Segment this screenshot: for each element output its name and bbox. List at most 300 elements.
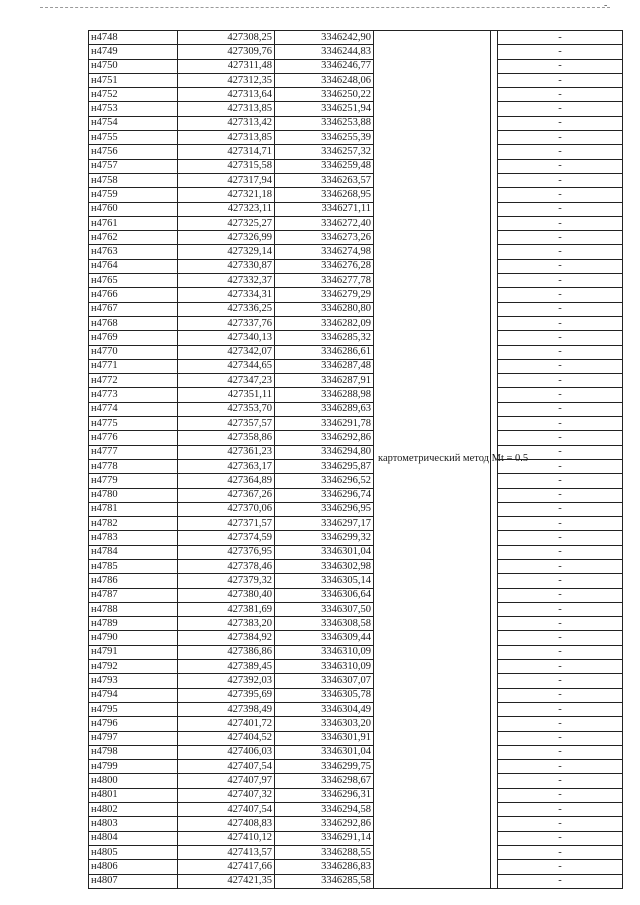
table-row	[89, 517, 623, 531]
y-coordinate-cell: 3346303,20	[275, 717, 374, 731]
x-coordinate-cell: 427314,71	[178, 145, 275, 159]
x-coordinate-cell: 427404,52	[178, 731, 275, 745]
table-row	[89, 316, 623, 330]
table-row	[89, 359, 623, 373]
y-coordinate-cell: 3346242,90	[275, 31, 374, 45]
y-coordinate-cell: 3346310,09	[275, 660, 374, 674]
point-name-cell: н4795	[89, 702, 178, 716]
x-coordinate-cell: 427330,87	[178, 259, 275, 273]
point-name-cell: н4751	[89, 73, 178, 87]
accuracy-cell: -	[498, 845, 623, 859]
table-row	[89, 688, 623, 702]
table-row	[89, 31, 623, 45]
accuracy-cell: -	[498, 645, 623, 659]
y-coordinate-cell: 3346246,77	[275, 59, 374, 73]
point-name-cell: н4764	[89, 259, 178, 273]
y-coordinate-cell: 3346301,04	[275, 545, 374, 559]
point-name-cell: н4775	[89, 417, 178, 431]
y-coordinate-cell: 3346297,17	[275, 517, 374, 531]
table-row	[89, 774, 623, 788]
point-name-cell: н4788	[89, 602, 178, 616]
y-coordinate-cell: 3346296,95	[275, 502, 374, 516]
x-coordinate-cell: 427384,92	[178, 631, 275, 645]
y-coordinate-cell: 3346299,32	[275, 531, 374, 545]
table-row	[89, 502, 623, 516]
x-coordinate-cell: 427313,64	[178, 88, 275, 102]
x-coordinate-cell: 427326,99	[178, 231, 275, 245]
x-coordinate-cell: 427410,12	[178, 831, 275, 845]
table-row	[89, 374, 623, 388]
point-name-cell: н4785	[89, 559, 178, 573]
point-name-cell: н4804	[89, 831, 178, 845]
table-row	[89, 459, 623, 473]
accuracy-cell: -	[498, 274, 623, 288]
y-coordinate-cell: 3346308,58	[275, 617, 374, 631]
accuracy-cell: -	[498, 474, 623, 488]
accuracy-cell: -	[498, 73, 623, 87]
accuracy-cell: -	[498, 702, 623, 716]
accuracy-cell: -	[498, 388, 623, 402]
point-name-cell: н4801	[89, 788, 178, 802]
point-name-cell: н4755	[89, 131, 178, 145]
accuracy-cell: -	[498, 345, 623, 359]
table-row	[89, 202, 623, 216]
y-coordinate-cell: 3346296,31	[275, 788, 374, 802]
y-coordinate-cell: 3346273,26	[275, 231, 374, 245]
x-coordinate-cell: 427323,11	[178, 202, 275, 216]
accuracy-cell: -	[498, 731, 623, 745]
table-row	[89, 617, 623, 631]
method-cell	[374, 31, 529, 889]
table-row	[89, 331, 623, 345]
accuracy-cell: -	[498, 531, 623, 545]
point-name-cell: н4771	[89, 359, 178, 373]
y-coordinate-cell: 3346255,39	[275, 131, 374, 145]
table-row	[89, 116, 623, 130]
accuracy-cell: -	[498, 559, 623, 573]
accuracy-cell: -	[498, 331, 623, 345]
accuracy-cell: -	[498, 760, 623, 774]
y-coordinate-cell: 3346279,29	[275, 288, 374, 302]
table-row	[89, 245, 623, 259]
y-coordinate-cell: 3346301,91	[275, 731, 374, 745]
table-row	[89, 788, 623, 802]
y-coordinate-cell: 3346306,64	[275, 588, 374, 602]
table-row	[89, 760, 623, 774]
accuracy-cell: -	[498, 745, 623, 759]
table-row	[89, 745, 623, 759]
x-coordinate-cell: 427395,69	[178, 688, 275, 702]
y-coordinate-cell: 3346268,95	[275, 188, 374, 202]
table-row	[89, 860, 623, 874]
accuracy-cell: -	[498, 717, 623, 731]
y-coordinate-cell: 3346286,83	[275, 860, 374, 874]
y-coordinate-cell: 3346274,98	[275, 245, 374, 259]
accuracy-cell: -	[498, 359, 623, 373]
x-coordinate-cell: 427340,13	[178, 331, 275, 345]
point-name-cell: н4768	[89, 316, 178, 330]
x-coordinate-cell: 427363,17	[178, 459, 275, 473]
table-row	[89, 288, 623, 302]
point-name-cell: н4807	[89, 874, 178, 888]
x-coordinate-cell: 427315,58	[178, 159, 275, 173]
point-name-cell: н4767	[89, 302, 178, 316]
table-row	[89, 674, 623, 688]
y-coordinate-cell: 3346291,14	[275, 831, 374, 845]
scan-top-edge	[40, 7, 610, 8]
accuracy-cell: -	[498, 374, 623, 388]
point-name-cell: н4786	[89, 574, 178, 588]
point-name-cell: н4750	[89, 59, 178, 73]
point-name-cell: н4794	[89, 688, 178, 702]
x-coordinate-cell: 427313,85	[178, 102, 275, 116]
x-coordinate-cell: 427353,70	[178, 402, 275, 416]
point-name-cell: н4797	[89, 731, 178, 745]
table-row	[89, 445, 623, 459]
x-coordinate-cell: 427417,66	[178, 860, 275, 874]
x-coordinate-cell: 427413,57	[178, 845, 275, 859]
table-row	[89, 817, 623, 831]
point-name-cell: н4748	[89, 31, 178, 45]
x-coordinate-cell: 427329,14	[178, 245, 275, 259]
y-coordinate-cell: 3346295,87	[275, 459, 374, 473]
table-row	[89, 216, 623, 230]
accuracy-cell: -	[498, 688, 623, 702]
point-name-cell: н4783	[89, 531, 178, 545]
table-row	[89, 602, 623, 616]
accuracy-cell: -	[498, 774, 623, 788]
accuracy-cell: -	[498, 45, 623, 59]
accuracy-cell: -	[498, 59, 623, 73]
table-row	[89, 131, 623, 145]
table-row	[89, 59, 623, 73]
x-coordinate-cell: 427370,06	[178, 502, 275, 516]
y-coordinate-cell: 3346253,88	[275, 116, 374, 130]
x-coordinate-cell: 427380,40	[178, 588, 275, 602]
accuracy-cell: -	[498, 231, 623, 245]
x-coordinate-cell: 427407,54	[178, 760, 275, 774]
table-row	[89, 488, 623, 502]
y-coordinate-cell: 3346294,80	[275, 445, 374, 459]
x-coordinate-cell: 427407,97	[178, 774, 275, 788]
point-name-cell: н4766	[89, 288, 178, 302]
point-name-cell: н4760	[89, 202, 178, 216]
x-coordinate-cell: 427374,59	[178, 531, 275, 545]
point-name-cell: н4800	[89, 774, 178, 788]
table-row	[89, 259, 623, 273]
x-coordinate-cell: 427378,46	[178, 559, 275, 573]
x-coordinate-cell: 427379,32	[178, 574, 275, 588]
accuracy-cell: -	[498, 159, 623, 173]
accuracy-cell: -	[498, 88, 623, 102]
table-row	[89, 188, 623, 202]
point-name-cell: н4759	[89, 188, 178, 202]
point-name-cell: н4790	[89, 631, 178, 645]
y-coordinate-cell: 3346307,50	[275, 602, 374, 616]
table-row	[89, 388, 623, 402]
table-row	[89, 145, 623, 159]
accuracy-cell: -	[498, 145, 623, 159]
x-coordinate-cell: 427421,35	[178, 874, 275, 888]
table-row	[89, 474, 623, 488]
point-name-cell: н4778	[89, 459, 178, 473]
y-coordinate-cell: 3346285,58	[275, 874, 374, 888]
table-row	[89, 345, 623, 359]
table-row	[89, 402, 623, 416]
x-coordinate-cell: 427364,89	[178, 474, 275, 488]
x-coordinate-cell: 427406,03	[178, 745, 275, 759]
table-row	[89, 574, 623, 588]
table-row	[89, 874, 623, 888]
point-name-cell: н4791	[89, 645, 178, 659]
point-name-cell: н4782	[89, 517, 178, 531]
x-coordinate-cell: 427312,35	[178, 73, 275, 87]
table-row	[89, 417, 623, 431]
accuracy-cell: -	[498, 617, 623, 631]
table-row	[89, 803, 623, 817]
accuracy-cell: -	[498, 674, 623, 688]
point-name-cell: н4792	[89, 660, 178, 674]
table-row	[89, 660, 623, 674]
y-coordinate-cell: 3346251,94	[275, 102, 374, 116]
y-coordinate-cell: 3346285,32	[275, 331, 374, 345]
point-name-cell: н4802	[89, 803, 178, 817]
x-coordinate-cell: 427321,18	[178, 188, 275, 202]
accuracy-cell: -	[498, 502, 623, 516]
point-name-cell: н4779	[89, 474, 178, 488]
x-coordinate-cell: 427334,31	[178, 288, 275, 302]
table-row	[89, 431, 623, 445]
y-coordinate-cell: 3346272,40	[275, 216, 374, 230]
y-coordinate-cell: 3346301,04	[275, 745, 374, 759]
point-name-cell: н4773	[89, 388, 178, 402]
point-name-cell: н4752	[89, 88, 178, 102]
point-name-cell: н4806	[89, 860, 178, 874]
table-row	[89, 631, 623, 645]
accuracy-cell: -	[498, 116, 623, 130]
point-name-cell: н4770	[89, 345, 178, 359]
point-name-cell: н4796	[89, 717, 178, 731]
point-name-cell: н4761	[89, 216, 178, 230]
x-coordinate-cell: 427367,26	[178, 488, 275, 502]
accuracy-cell: -	[498, 316, 623, 330]
y-coordinate-cell: 3346259,48	[275, 159, 374, 173]
accuracy-cell: -	[498, 216, 623, 230]
accuracy-cell: -	[498, 788, 623, 802]
x-coordinate-cell: 427376,95	[178, 545, 275, 559]
x-coordinate-cell: 427336,25	[178, 302, 275, 316]
table-row	[89, 231, 623, 245]
accuracy-cell: -	[498, 831, 623, 845]
table-row	[89, 717, 623, 731]
accuracy-cell: -	[498, 602, 623, 616]
accuracy-cell: -	[498, 31, 623, 45]
x-coordinate-cell: 427311,48	[178, 59, 275, 73]
point-name-cell: н4774	[89, 402, 178, 416]
table-row	[89, 173, 623, 187]
coordinates-table	[88, 30, 623, 889]
point-name-cell: н4781	[89, 502, 178, 516]
y-coordinate-cell: 3346305,14	[275, 574, 374, 588]
y-coordinate-cell: 3346248,06	[275, 73, 374, 87]
x-coordinate-cell: 427392,03	[178, 674, 275, 688]
x-coordinate-cell: 427313,42	[178, 116, 275, 130]
y-coordinate-cell: 3346287,91	[275, 374, 374, 388]
accuracy-cell: -	[498, 431, 623, 445]
y-coordinate-cell: 3346263,57	[275, 173, 374, 187]
point-name-cell: н4762	[89, 231, 178, 245]
point-name-cell: н4784	[89, 545, 178, 559]
accuracy-cell: -	[498, 803, 623, 817]
x-coordinate-cell: 427407,32	[178, 788, 275, 802]
coordinates-table-body	[89, 31, 623, 889]
x-coordinate-cell: 427407,54	[178, 803, 275, 817]
accuracy-cell: -	[498, 574, 623, 588]
y-coordinate-cell: 3346244,83	[275, 45, 374, 59]
x-coordinate-cell: 427308,25	[178, 31, 275, 45]
y-coordinate-cell: 3346287,48	[275, 359, 374, 373]
accuracy-cell: -	[498, 874, 623, 888]
accuracy-cell: -	[498, 817, 623, 831]
x-coordinate-cell: 427401,72	[178, 717, 275, 731]
point-name-cell: н4772	[89, 374, 178, 388]
accuracy-cell: -	[498, 417, 623, 431]
point-name-cell: н4769	[89, 331, 178, 345]
table-row	[89, 645, 623, 659]
x-coordinate-cell: 427325,27	[178, 216, 275, 230]
accuracy-cell: -	[498, 302, 623, 316]
table-row	[89, 274, 623, 288]
y-coordinate-cell: 3346310,09	[275, 645, 374, 659]
point-name-cell: н4749	[89, 45, 178, 59]
point-name-cell: н4787	[89, 588, 178, 602]
table-row	[89, 88, 623, 102]
accuracy-cell: -	[498, 245, 623, 259]
x-coordinate-cell: 427344,65	[178, 359, 275, 373]
point-name-cell: н4799	[89, 760, 178, 774]
table-row	[89, 731, 623, 745]
y-coordinate-cell: 3346286,61	[275, 345, 374, 359]
accuracy-cell: -	[498, 445, 623, 459]
accuracy-cell: -	[498, 631, 623, 645]
x-coordinate-cell: 427317,94	[178, 173, 275, 187]
table-row	[89, 302, 623, 316]
table-row	[89, 559, 623, 573]
accuracy-cell: -	[498, 459, 623, 473]
accuracy-cell: -	[498, 102, 623, 116]
y-coordinate-cell: 3346292,86	[275, 817, 374, 831]
x-coordinate-cell: 427383,20	[178, 617, 275, 631]
point-name-cell: н4754	[89, 116, 178, 130]
y-coordinate-cell: 3346296,74	[275, 488, 374, 502]
point-name-cell: н4763	[89, 245, 178, 259]
accuracy-cell: -	[498, 131, 623, 145]
x-coordinate-cell: 427309,76	[178, 45, 275, 59]
y-coordinate-cell: 3346288,98	[275, 388, 374, 402]
point-name-cell: н4753	[89, 102, 178, 116]
y-coordinate-cell: 3346271,11	[275, 202, 374, 216]
y-coordinate-cell: 3346291,78	[275, 417, 374, 431]
accuracy-cell: -	[498, 288, 623, 302]
x-coordinate-cell: 427386,86	[178, 645, 275, 659]
accuracy-cell: -	[498, 517, 623, 531]
point-name-cell: н4756	[89, 145, 178, 159]
x-coordinate-cell: 427332,37	[178, 274, 275, 288]
point-name-cell: н4757	[89, 159, 178, 173]
table-row	[89, 45, 623, 59]
y-coordinate-cell: 3346302,98	[275, 559, 374, 573]
table-row	[89, 531, 623, 545]
accuracy-cell: -	[498, 588, 623, 602]
y-coordinate-cell: 3346307,07	[275, 674, 374, 688]
x-coordinate-cell: 427347,23	[178, 374, 275, 388]
top-mark: -	[604, 0, 608, 11]
point-name-cell: н4798	[89, 745, 178, 759]
y-coordinate-cell: 3346277,78	[275, 274, 374, 288]
point-name-cell: н4793	[89, 674, 178, 688]
table-row	[89, 588, 623, 602]
point-name-cell: н4758	[89, 173, 178, 187]
x-coordinate-cell: 427358,86	[178, 431, 275, 445]
x-coordinate-cell: 427342,07	[178, 345, 275, 359]
y-coordinate-cell: 3346296,52	[275, 474, 374, 488]
y-coordinate-cell: 3346282,09	[275, 316, 374, 330]
x-coordinate-cell: 427357,57	[178, 417, 275, 431]
y-coordinate-cell: 3346288,55	[275, 845, 374, 859]
y-coordinate-cell: 3346257,32	[275, 145, 374, 159]
accuracy-cell: -	[498, 259, 623, 273]
point-name-cell: н4803	[89, 817, 178, 831]
accuracy-cell: -	[498, 173, 623, 187]
x-coordinate-cell: 427408,83	[178, 817, 275, 831]
table-row	[89, 102, 623, 116]
x-coordinate-cell: 427371,57	[178, 517, 275, 531]
accuracy-cell: -	[498, 545, 623, 559]
x-coordinate-cell: 427398,49	[178, 702, 275, 716]
y-coordinate-cell: 3346289,63	[275, 402, 374, 416]
accuracy-cell: -	[498, 188, 623, 202]
point-name-cell: н4805	[89, 845, 178, 859]
y-coordinate-cell: 3346299,75	[275, 760, 374, 774]
accuracy-cell: -	[498, 660, 623, 674]
x-coordinate-cell: 427389,45	[178, 660, 275, 674]
table-row	[89, 159, 623, 173]
table-row	[89, 845, 623, 859]
accuracy-cell: -	[498, 860, 623, 874]
table-row	[89, 831, 623, 845]
point-name-cell: н4776	[89, 431, 178, 445]
y-coordinate-cell: 3346280,80	[275, 302, 374, 316]
y-coordinate-cell: 3346250,22	[275, 88, 374, 102]
x-coordinate-cell: 427351,11	[178, 388, 275, 402]
y-coordinate-cell: 3346305,78	[275, 688, 374, 702]
x-coordinate-cell: 427381,69	[178, 602, 275, 616]
x-coordinate-cell: 427361,23	[178, 445, 275, 459]
y-coordinate-cell: 3346294,58	[275, 803, 374, 817]
x-coordinate-cell: 427313,85	[178, 131, 275, 145]
point-name-cell: н4765	[89, 274, 178, 288]
point-name-cell: н4789	[89, 617, 178, 631]
table-row	[89, 73, 623, 87]
method-note: картометрический метод Mt = 0.5	[378, 453, 529, 465]
accuracy-cell: -	[498, 202, 623, 216]
accuracy-cell: -	[498, 488, 623, 502]
y-coordinate-cell: 3346276,28	[275, 259, 374, 273]
accuracy-cell: -	[498, 402, 623, 416]
point-name-cell: н4777	[89, 445, 178, 459]
x-coordinate-cell: 427337,76	[178, 316, 275, 330]
table-row	[89, 545, 623, 559]
